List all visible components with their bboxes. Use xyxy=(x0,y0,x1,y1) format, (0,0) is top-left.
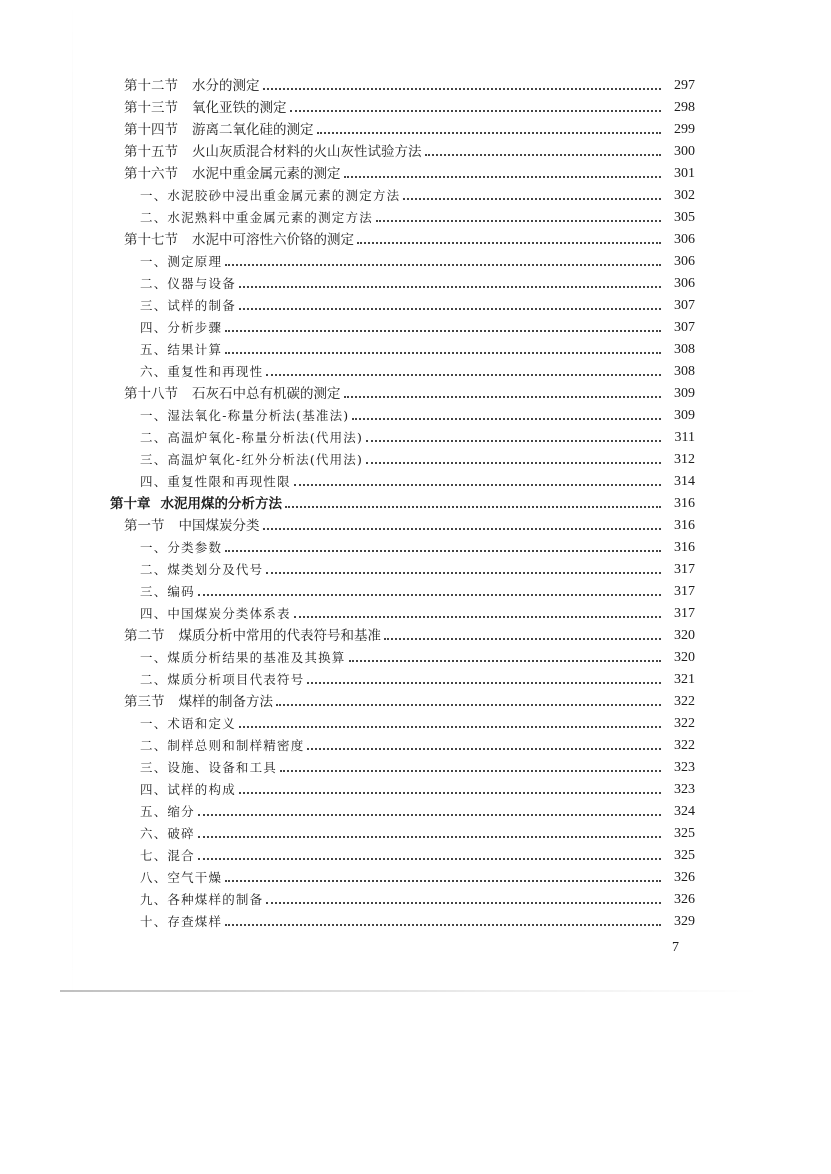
toc-entry-title: 三、试样的制备 xyxy=(140,298,236,313)
toc-entry-number: 第一节 xyxy=(124,518,165,534)
dot-leader xyxy=(239,726,661,728)
dot-leader xyxy=(344,396,662,398)
dot-leader xyxy=(239,308,661,310)
toc-entry-number: 第三节 xyxy=(124,694,165,710)
toc-entry[interactable] xyxy=(140,535,695,557)
toc-entry[interactable] xyxy=(140,799,695,821)
dot-leader xyxy=(285,506,661,508)
toc-entry-page: 306 xyxy=(674,276,695,291)
page-edge xyxy=(72,0,73,1000)
toc-entry[interactable] xyxy=(140,887,695,909)
dot-leader xyxy=(280,770,661,772)
toc-entry-page: 302 xyxy=(674,188,695,203)
dot-leader xyxy=(225,924,661,926)
toc-entry-number: 第十八节 xyxy=(124,386,178,402)
toc-entry[interactable] xyxy=(140,667,695,689)
toc-entry-text: 水分的测定 xyxy=(192,78,260,94)
toc-entry[interactable] xyxy=(140,843,695,865)
toc-entry[interactable] xyxy=(140,755,695,777)
toc-entry[interactable] xyxy=(124,95,695,117)
toc-entry-page: 325 xyxy=(674,848,695,863)
toc-entry-title: 四、分析步骤 xyxy=(140,320,223,335)
toc-entry-number: 第二节 xyxy=(124,628,165,644)
dot-leader xyxy=(294,484,661,486)
toc-entry-title: 四、中国煤炭分类体系表 xyxy=(140,606,291,621)
toc-entry[interactable] xyxy=(124,689,695,711)
dot-leader xyxy=(225,352,661,354)
page-number: 7 xyxy=(672,940,679,955)
toc-entry-title xyxy=(124,517,260,535)
toc-entry-page: 322 xyxy=(674,738,695,753)
dot-leader xyxy=(425,154,662,156)
toc-entry-title xyxy=(124,231,354,249)
toc-entry-page: 311 xyxy=(674,430,695,445)
dot-leader xyxy=(384,638,661,640)
toc-entry-page: 317 xyxy=(674,584,695,599)
toc-entry-text: 游离二氧化硅的测定 xyxy=(192,122,314,138)
toc-entry[interactable] xyxy=(140,821,695,843)
toc-entry-page: 317 xyxy=(674,606,695,621)
toc-entry-title: 三、设施、设备和工具 xyxy=(140,760,278,775)
dot-leader xyxy=(225,264,661,266)
toc-entry[interactable] xyxy=(140,579,695,601)
toc-entry-number: 第十七节 xyxy=(124,232,178,248)
dot-leader xyxy=(266,902,661,904)
toc-entry[interactable] xyxy=(140,403,695,425)
toc-entry-text: 水泥用煤的分析方法 xyxy=(160,496,282,512)
toc-entry-title: 二、制样总则和制样精密度 xyxy=(140,738,305,753)
dot-leader xyxy=(317,132,662,134)
toc-entry[interactable] xyxy=(140,205,695,227)
toc-entry-page: 305 xyxy=(674,210,695,225)
toc-entry-page: 321 xyxy=(674,672,695,687)
toc-entry-title: 二、仪器与设备 xyxy=(140,276,236,291)
dot-leader xyxy=(239,792,661,794)
toc-entry[interactable] xyxy=(140,557,695,579)
toc-entry[interactable] xyxy=(124,227,695,249)
toc-entry[interactable] xyxy=(140,865,695,887)
toc-entry-title xyxy=(124,143,422,161)
toc-entry[interactable] xyxy=(140,601,695,623)
toc-entry-page: 329 xyxy=(674,914,695,929)
dot-leader xyxy=(352,418,661,420)
dot-leader xyxy=(266,572,661,574)
toc-entry-text: 水泥中可溶性六价铬的测定 xyxy=(192,232,354,248)
toc-entry[interactable] xyxy=(124,161,695,183)
toc-entry-title: 七、混合 xyxy=(140,848,195,863)
toc-entry-page: 306 xyxy=(674,254,695,269)
toc-entry[interactable] xyxy=(140,711,695,733)
toc-entry-title: 二、高温炉氧化-称量分析法(代用法) xyxy=(140,430,364,445)
toc-entry-page: 307 xyxy=(674,298,695,313)
toc-entry[interactable] xyxy=(140,337,695,359)
toc-entry-page: 322 xyxy=(674,694,695,709)
toc-entry[interactable] xyxy=(124,513,695,535)
toc-entry-title xyxy=(124,99,287,117)
toc-entry-page: 317 xyxy=(674,562,695,577)
toc-entry-number: 第十四节 xyxy=(124,122,178,138)
dot-leader xyxy=(276,704,661,706)
toc-entry-text: 中国煤炭分类 xyxy=(178,518,260,534)
toc-entry-number: 第十三节 xyxy=(124,100,178,116)
toc-entry-text: 氧化亚铁的测定 xyxy=(192,100,287,116)
dot-leader xyxy=(290,110,662,112)
toc-entry-page: 314 xyxy=(674,474,695,489)
toc-entry-page: 297 xyxy=(674,78,695,93)
toc-entry-page: 320 xyxy=(674,650,695,665)
toc-entry-text: 水泥中重金属元素的测定 xyxy=(192,166,341,182)
toc-entry-page: 308 xyxy=(674,364,695,379)
toc-entry-title xyxy=(124,385,341,403)
toc-entry-page: 309 xyxy=(674,386,695,401)
toc-entry-page: 306 xyxy=(674,232,695,247)
toc-entry-number: 第十二节 xyxy=(124,78,178,94)
toc-entry-title: 六、破碎 xyxy=(140,826,195,841)
dot-leader xyxy=(366,440,661,442)
toc-entry-page: 323 xyxy=(674,760,695,775)
toc-entry-page: 322 xyxy=(674,716,695,731)
toc-entry[interactable] xyxy=(124,117,695,139)
toc-entry[interactable] xyxy=(140,425,695,447)
toc-entry[interactable] xyxy=(140,469,695,491)
toc-entry-title: 三、编码 xyxy=(140,584,195,599)
dot-leader xyxy=(307,682,661,684)
dot-leader xyxy=(403,198,661,200)
dot-leader xyxy=(263,528,662,530)
dot-leader xyxy=(357,242,661,244)
toc-entry-title: 二、水泥熟料中重金属元素的测定方法 xyxy=(140,210,373,225)
dot-leader xyxy=(198,836,661,838)
dot-leader xyxy=(366,462,661,464)
dot-leader xyxy=(225,880,661,882)
toc-entry-text: 火山灰质混合材料的火山灰性试验方法 xyxy=(192,144,422,160)
toc-entry-page: 316 xyxy=(674,496,695,511)
toc-entry-title: 四、试样的构成 xyxy=(140,782,236,797)
dot-leader xyxy=(225,550,661,552)
toc-entry-number: 第十章 xyxy=(110,496,151,512)
toc-entry[interactable] xyxy=(124,139,695,161)
toc-entry-title xyxy=(110,495,282,513)
toc-entry-text: 煤样的制备方法 xyxy=(178,694,273,710)
toc-entry[interactable] xyxy=(140,645,695,667)
toc-entry-title xyxy=(124,165,341,183)
toc-entry-text: 煤质分析中常用的代表符号和基准 xyxy=(178,628,381,644)
dot-leader xyxy=(239,286,661,288)
toc-entry[interactable] xyxy=(140,909,695,931)
toc-entry-page: 308 xyxy=(674,342,695,357)
toc-entry[interactable] xyxy=(140,447,695,469)
toc-entry-page: 299 xyxy=(674,122,695,137)
toc-entry-title: 二、煤质分析项目代表符号 xyxy=(140,672,305,687)
toc-entry-title: 十、存查煤样 xyxy=(140,914,223,929)
toc-entry-page: 326 xyxy=(674,870,695,885)
toc-entry-page: 324 xyxy=(674,804,695,819)
page-bottom-edge xyxy=(60,990,760,992)
toc-entry-page: 307 xyxy=(674,320,695,335)
dot-leader xyxy=(198,814,661,816)
toc-entry-title: 一、湿法氧化-称量分析法(基准法) xyxy=(140,408,350,423)
toc-entry-page: 316 xyxy=(674,518,695,533)
toc-entry-title: 八、空气干燥 xyxy=(140,870,223,885)
toc-entry-page: 320 xyxy=(674,628,695,643)
toc-entry-title: 一、煤质分析结果的基准及其换算 xyxy=(140,650,346,665)
toc-entry-title: 一、测定原理 xyxy=(140,254,223,269)
dot-leader xyxy=(263,88,662,90)
toc-entry-title: 四、重复性限和再现性限 xyxy=(140,474,291,489)
toc-entry-title xyxy=(124,693,273,711)
toc-entry[interactable] xyxy=(140,315,695,337)
toc-entry-title: 三、高温炉氧化-红外分析法(代用法) xyxy=(140,452,364,467)
toc-entry[interactable] xyxy=(124,623,695,645)
toc-entry[interactable] xyxy=(124,73,695,95)
toc-entry-page: 316 xyxy=(674,540,695,555)
toc-entry[interactable] xyxy=(140,359,695,381)
toc-entry[interactable] xyxy=(140,733,695,755)
toc-entry-title: 二、煤类划分及代号 xyxy=(140,562,264,577)
toc-entry-page: 325 xyxy=(674,826,695,841)
dot-leader xyxy=(376,220,661,222)
dot-leader xyxy=(225,330,661,332)
dot-leader xyxy=(344,176,662,178)
toc-entry-page: 300 xyxy=(674,144,695,159)
toc-entry-title: 六、重复性和再现性 xyxy=(140,364,264,379)
toc-entry-page: 326 xyxy=(674,892,695,907)
toc-entry-page: 323 xyxy=(674,782,695,797)
toc-entry-title xyxy=(124,121,314,139)
toc-entry-page: 309 xyxy=(674,408,695,423)
toc-entry-title: 一、术语和定义 xyxy=(140,716,236,731)
dot-leader xyxy=(266,374,661,376)
toc-entry-title: 一、分类参数 xyxy=(140,540,223,555)
toc-entry-text: 石灰石中总有机碳的测定 xyxy=(192,386,341,402)
toc-entry-title xyxy=(124,77,260,95)
toc-entry-title: 五、缩分 xyxy=(140,804,195,819)
toc-entry-title: 一、水泥胶砂中浸出重金属元素的测定方法 xyxy=(140,188,401,203)
toc-entry[interactable] xyxy=(140,293,695,315)
dot-leader xyxy=(349,660,661,662)
toc-entry-title: 五、结果计算 xyxy=(140,342,223,357)
toc-entry[interactable] xyxy=(124,381,695,403)
toc-entry[interactable] xyxy=(140,183,695,205)
toc-entry-page: 301 xyxy=(674,166,695,181)
dot-leader xyxy=(307,748,661,750)
toc-entry[interactable] xyxy=(140,777,695,799)
toc-entry[interactable] xyxy=(140,271,695,293)
toc-entry-number: 第十六节 xyxy=(124,166,178,182)
toc-entry-number: 第十五节 xyxy=(124,144,178,160)
dot-leader xyxy=(294,616,661,618)
toc-entry-page: 312 xyxy=(674,452,695,467)
dot-leader xyxy=(198,594,661,596)
toc-entry-title xyxy=(124,627,381,645)
dot-leader xyxy=(198,858,661,860)
toc-entry-page: 298 xyxy=(674,100,695,115)
toc-chapter-entry[interactable] xyxy=(110,491,695,513)
toc-entry[interactable] xyxy=(140,249,695,271)
toc-entry-title: 九、各种煤样的制备 xyxy=(140,892,264,907)
